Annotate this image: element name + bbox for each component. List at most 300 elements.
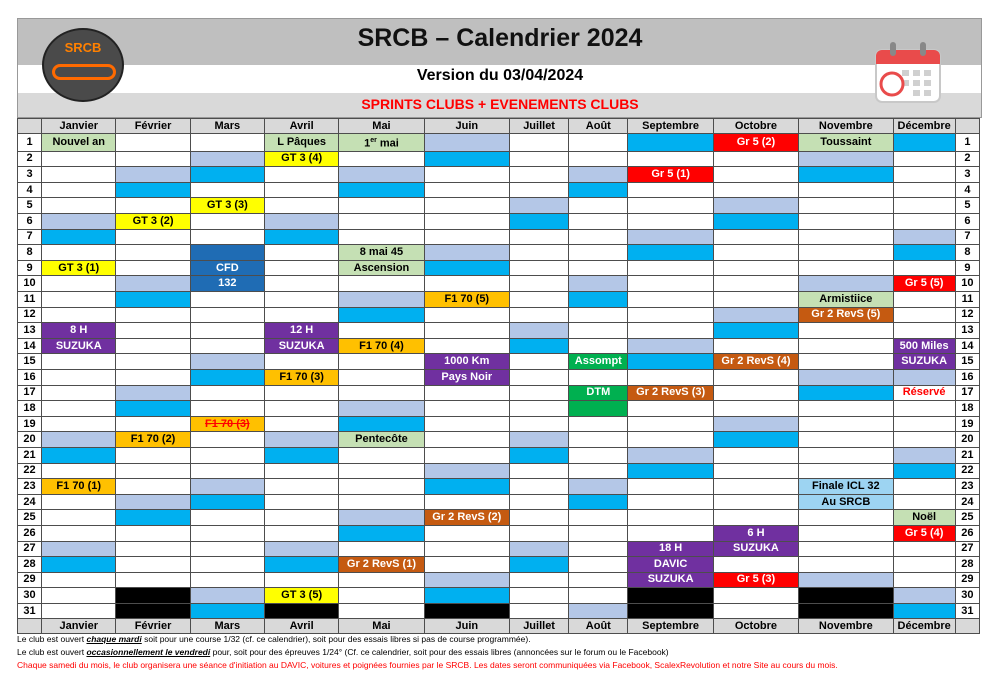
day-cell	[893, 479, 955, 495]
month-header-juillet: Juillet	[509, 119, 568, 134]
day-number: 30	[955, 588, 979, 604]
day-cell	[190, 588, 264, 604]
day-cell	[799, 572, 893, 588]
day-cell	[628, 354, 713, 370]
day-cell	[509, 134, 568, 152]
day-cell	[116, 572, 190, 588]
day-cell	[628, 260, 713, 276]
day-cell	[628, 401, 713, 417]
day-cell	[42, 401, 116, 417]
day-cell	[569, 182, 628, 198]
day-number: 4	[955, 182, 979, 198]
day-cell	[799, 182, 893, 198]
day-cell	[799, 369, 893, 385]
day-number: 29	[955, 572, 979, 588]
day-cell	[713, 447, 798, 463]
day-cell	[569, 307, 628, 323]
day-cell	[569, 572, 628, 588]
day-cell	[569, 416, 628, 432]
day-cell	[42, 603, 116, 619]
day-cell	[713, 416, 798, 432]
day-cell	[339, 463, 424, 479]
event-cell: 1er mai	[339, 134, 424, 152]
day-cell	[424, 572, 509, 588]
day-cell	[264, 463, 338, 479]
day-number: 10	[955, 276, 979, 292]
month-header-avril: Avril	[264, 119, 338, 134]
day-cell	[799, 447, 893, 463]
day-cell	[190, 463, 264, 479]
footer-note-tuesday	[17, 634, 531, 644]
day-cell	[424, 463, 509, 479]
day-cell	[264, 447, 338, 463]
day-cell	[264, 432, 338, 448]
month-header-août: Août	[569, 119, 628, 134]
month-header-août: Août	[569, 619, 628, 634]
day-cell	[509, 369, 568, 385]
day-number: 6	[18, 214, 42, 230]
day-cell	[799, 557, 893, 573]
day-cell	[424, 134, 509, 152]
day-cell	[893, 323, 955, 339]
day-cell	[509, 229, 568, 245]
day-cell	[893, 214, 955, 230]
day-cell	[190, 557, 264, 573]
day-cell	[116, 134, 190, 152]
day-cell	[339, 292, 424, 308]
day-cell	[509, 416, 568, 432]
day-row	[18, 260, 980, 276]
day-number: 21	[955, 447, 979, 463]
month-header-novembre: Novembre	[799, 119, 893, 134]
day-cell	[264, 214, 338, 230]
day-number: 19	[955, 416, 979, 432]
srcb-logo	[42, 28, 124, 102]
day-cell	[713, 182, 798, 198]
day-cell	[893, 134, 955, 152]
day-cell	[42, 276, 116, 292]
corner-cell	[18, 619, 42, 634]
day-row	[18, 354, 980, 370]
day-cell	[713, 510, 798, 526]
event-cell: GT 3 (1)	[42, 260, 116, 276]
day-number: 2	[955, 151, 979, 167]
day-cell	[628, 588, 713, 604]
day-cell	[264, 525, 338, 541]
day-cell	[509, 432, 568, 448]
day-cell	[339, 198, 424, 214]
day-cell	[799, 260, 893, 276]
day-cell	[116, 151, 190, 167]
event-cell: DAVIC	[628, 557, 713, 573]
day-number: 23	[18, 479, 42, 495]
day-cell	[264, 354, 338, 370]
day-number: 22	[18, 463, 42, 479]
day-cell	[116, 385, 190, 401]
event-cell: Gr 5 (4)	[893, 525, 955, 541]
day-row	[18, 385, 980, 401]
day-cell	[569, 167, 628, 183]
day-cell	[893, 463, 955, 479]
day-cell	[116, 541, 190, 557]
day-cell	[893, 432, 955, 448]
footer-text: Le club est ouvert	[17, 634, 87, 644]
event-cell: 18 H	[628, 541, 713, 557]
day-cell	[116, 588, 190, 604]
day-cell	[264, 167, 338, 183]
event-cell: Gr 2 RevS (1)	[339, 557, 424, 573]
day-cell	[264, 494, 338, 510]
month-header-septembre: Septembre	[628, 119, 713, 134]
day-cell	[893, 447, 955, 463]
day-cell	[116, 463, 190, 479]
day-cell	[339, 307, 424, 323]
month-header-avril: Avril	[264, 619, 338, 634]
day-cell	[339, 167, 424, 183]
day-cell	[190, 134, 264, 152]
day-cell	[190, 572, 264, 588]
day-cell	[569, 525, 628, 541]
day-number: 4	[18, 182, 42, 198]
day-row	[18, 292, 980, 308]
day-cell	[799, 323, 893, 339]
day-number: 8	[18, 245, 42, 261]
day-cell	[509, 167, 568, 183]
day-number: 16	[18, 369, 42, 385]
day-cell	[190, 432, 264, 448]
day-cell	[628, 510, 713, 526]
event-cell: 132	[190, 276, 264, 292]
day-cell	[893, 151, 955, 167]
day-cell	[264, 510, 338, 526]
day-number: 26	[18, 525, 42, 541]
month-header-juillet: Juillet	[509, 619, 568, 634]
day-cell	[190, 494, 264, 510]
logo-track-icon	[52, 64, 116, 80]
day-row	[18, 479, 980, 495]
day-cell	[569, 260, 628, 276]
day-cell	[190, 182, 264, 198]
day-cell	[509, 541, 568, 557]
day-cell	[116, 260, 190, 276]
day-cell	[42, 416, 116, 432]
day-row	[18, 525, 980, 541]
day-cell	[628, 323, 713, 339]
day-row	[18, 588, 980, 604]
day-number: 3	[18, 167, 42, 183]
day-cell	[713, 603, 798, 619]
day-cell	[713, 214, 798, 230]
day-number: 1	[18, 134, 42, 152]
day-cell	[116, 167, 190, 183]
day-cell	[893, 557, 955, 573]
event-cell: F1 70 (5)	[424, 292, 509, 308]
day-cell	[116, 557, 190, 573]
day-cell	[190, 525, 264, 541]
day-number: 26	[955, 525, 979, 541]
day-cell	[628, 603, 713, 619]
event-cell: 6 H	[713, 525, 798, 541]
day-cell	[116, 447, 190, 463]
day-number: 13	[18, 323, 42, 339]
day-cell	[713, 260, 798, 276]
day-cell	[799, 541, 893, 557]
event-cell: F1 70 (3)	[264, 369, 338, 385]
event-cell: SUZUKA	[628, 572, 713, 588]
day-row	[18, 494, 980, 510]
day-cell	[339, 229, 424, 245]
day-cell	[339, 385, 424, 401]
day-number: 9	[955, 260, 979, 276]
day-cell	[799, 151, 893, 167]
event-cell: Nouvel an	[42, 134, 116, 152]
day-cell	[713, 229, 798, 245]
event-cell: 1000 Km	[424, 354, 509, 370]
footer-emphasis: chaque mardi	[86, 634, 142, 644]
day-cell	[190, 167, 264, 183]
day-cell	[42, 588, 116, 604]
day-number: 11	[18, 292, 42, 308]
event-cell: Pentecôte	[339, 432, 424, 448]
day-cell	[893, 401, 955, 417]
day-number: 24	[18, 494, 42, 510]
day-number: 23	[955, 479, 979, 495]
day-cell	[799, 276, 893, 292]
footer-text: soit pour une course 1/32 (cf. ce calendrier), soit pour des essais libres si pas de course programmée).	[141, 634, 531, 644]
day-cell	[264, 479, 338, 495]
day-cell	[424, 307, 509, 323]
day-number: 24	[955, 494, 979, 510]
day-number: 9	[18, 260, 42, 276]
day-cell	[569, 401, 628, 417]
day-cell	[42, 385, 116, 401]
day-cell	[42, 354, 116, 370]
day-row	[18, 229, 980, 245]
day-cell	[799, 525, 893, 541]
month-header-juin: Juin	[424, 619, 509, 634]
event-cell: GT 3 (2)	[116, 214, 190, 230]
day-cell	[264, 307, 338, 323]
event-cell: SUZUKA	[42, 338, 116, 354]
subtitle: SPRINTS CLUBS + EVENEMENTS CLUBS	[361, 96, 639, 112]
day-cell	[713, 151, 798, 167]
day-cell	[339, 541, 424, 557]
day-cell	[116, 276, 190, 292]
event-cell: Finale ICL 32	[799, 479, 893, 495]
day-number: 29	[18, 572, 42, 588]
day-cell	[628, 463, 713, 479]
day-cell	[424, 401, 509, 417]
day-cell	[713, 338, 798, 354]
day-number: 2	[18, 151, 42, 167]
day-cell	[42, 198, 116, 214]
day-cell	[339, 401, 424, 417]
day-cell	[190, 354, 264, 370]
event-cell: Armistiice	[799, 292, 893, 308]
day-row	[18, 307, 980, 323]
day-cell	[42, 432, 116, 448]
day-cell	[42, 214, 116, 230]
day-cell	[569, 603, 628, 619]
day-cell	[190, 307, 264, 323]
day-number: 31	[18, 603, 42, 619]
day-cell	[339, 479, 424, 495]
month-header-novembre: Novembre	[799, 619, 893, 634]
event-cell: GT 3 (4)	[264, 151, 338, 167]
day-number: 28	[955, 557, 979, 573]
day-cell	[264, 557, 338, 573]
day-cell	[509, 557, 568, 573]
day-cell	[424, 541, 509, 557]
day-number: 21	[18, 447, 42, 463]
page-title: SRCB – Calendrier 2024	[357, 24, 643, 52]
day-cell	[509, 479, 568, 495]
event-cell: L Pâques	[264, 134, 338, 152]
day-cell	[713, 479, 798, 495]
day-cell	[628, 182, 713, 198]
day-cell	[628, 338, 713, 354]
event-cell: SUZUKA	[264, 338, 338, 354]
day-cell	[628, 198, 713, 214]
event-cell: Gr 2 RevS (4)	[713, 354, 798, 370]
day-cell	[509, 603, 568, 619]
day-cell	[424, 151, 509, 167]
day-cell	[116, 510, 190, 526]
event-cell: CFD	[190, 260, 264, 276]
day-cell	[569, 229, 628, 245]
day-cell	[424, 479, 509, 495]
day-cell	[713, 385, 798, 401]
event-cell: Gr 5 (1)	[628, 167, 713, 183]
day-cell	[42, 182, 116, 198]
day-cell	[424, 229, 509, 245]
day-row	[18, 603, 980, 619]
day-cell	[628, 276, 713, 292]
day-cell	[799, 354, 893, 370]
day-cell	[569, 198, 628, 214]
day-row	[18, 245, 980, 261]
day-cell	[713, 401, 798, 417]
day-cell	[799, 245, 893, 261]
day-row	[18, 510, 980, 526]
day-cell	[264, 572, 338, 588]
day-number: 13	[955, 323, 979, 339]
day-cell	[190, 292, 264, 308]
event-cell: Gr 5 (5)	[893, 276, 955, 292]
day-cell	[264, 385, 338, 401]
day-cell	[339, 494, 424, 510]
day-number: 17	[18, 385, 42, 401]
day-cell	[799, 338, 893, 354]
day-cell	[509, 245, 568, 261]
day-cell	[713, 432, 798, 448]
footer-text: pour, soit pour des épreuves 1/24° (Cf. ce calendrier, soit pour des essais libres (annoncées sur le forum ou le Facebook)	[210, 647, 669, 657]
event-cell: 8 H	[42, 323, 116, 339]
day-number: 20	[18, 432, 42, 448]
day-cell	[509, 214, 568, 230]
event-cell: Au SRCB	[799, 494, 893, 510]
day-number: 27	[18, 541, 42, 557]
month-header-octobre: Octobre	[713, 119, 798, 134]
day-cell	[799, 432, 893, 448]
event-cell: Gr 5 (2)	[713, 134, 798, 152]
day-cell	[569, 541, 628, 557]
day-cell	[116, 494, 190, 510]
month-header-row-bottom	[18, 619, 980, 634]
day-cell	[569, 245, 628, 261]
day-cell	[42, 463, 116, 479]
day-cell	[628, 525, 713, 541]
day-cell	[116, 245, 190, 261]
day-cell	[569, 369, 628, 385]
version-label: Version du 03/04/2024	[416, 67, 584, 84]
day-number: 30	[18, 588, 42, 604]
day-row	[18, 134, 980, 152]
event-cell: DTM	[569, 385, 628, 401]
event-cell: Gr 2 RevS (3)	[628, 385, 713, 401]
event-cell: Gr 2 RevS (2)	[424, 510, 509, 526]
day-cell	[799, 510, 893, 526]
day-row	[18, 198, 980, 214]
month-header-juin: Juin	[424, 119, 509, 134]
day-number: 28	[18, 557, 42, 573]
day-number: 27	[955, 541, 979, 557]
day-cell	[264, 245, 338, 261]
day-cell	[339, 182, 424, 198]
day-number: 12	[955, 307, 979, 323]
day-cell	[893, 229, 955, 245]
day-cell	[713, 588, 798, 604]
day-cell	[424, 276, 509, 292]
day-cell	[42, 557, 116, 573]
day-cell	[42, 245, 116, 261]
day-cell	[569, 338, 628, 354]
day-cell	[509, 588, 568, 604]
day-number: 22	[955, 463, 979, 479]
day-cell	[339, 525, 424, 541]
event-cell: 500 Miles	[893, 338, 955, 354]
month-header-octobre: Octobre	[713, 619, 798, 634]
day-number: 14	[955, 338, 979, 354]
day-cell	[509, 198, 568, 214]
event-cell: SUZUKA	[893, 354, 955, 370]
day-cell	[42, 369, 116, 385]
day-cell	[424, 182, 509, 198]
month-header-février: Février	[116, 119, 190, 134]
day-cell	[713, 369, 798, 385]
day-cell	[424, 525, 509, 541]
day-cell	[628, 151, 713, 167]
day-number: 7	[955, 229, 979, 245]
day-cell	[264, 292, 338, 308]
day-row	[18, 401, 980, 417]
day-cell	[339, 369, 424, 385]
day-row	[18, 572, 980, 588]
day-number: 5	[955, 198, 979, 214]
day-cell	[116, 323, 190, 339]
day-cell	[424, 214, 509, 230]
day-cell	[713, 494, 798, 510]
month-header-mars: Mars	[190, 119, 264, 134]
day-cell	[893, 292, 955, 308]
day-cell	[339, 323, 424, 339]
event-cell: Assompt	[569, 354, 628, 370]
event-cell: Gr 5 (3)	[713, 572, 798, 588]
event-cell: Toussaint	[799, 134, 893, 152]
day-cell	[339, 276, 424, 292]
day-cell	[893, 494, 955, 510]
day-row	[18, 463, 980, 479]
